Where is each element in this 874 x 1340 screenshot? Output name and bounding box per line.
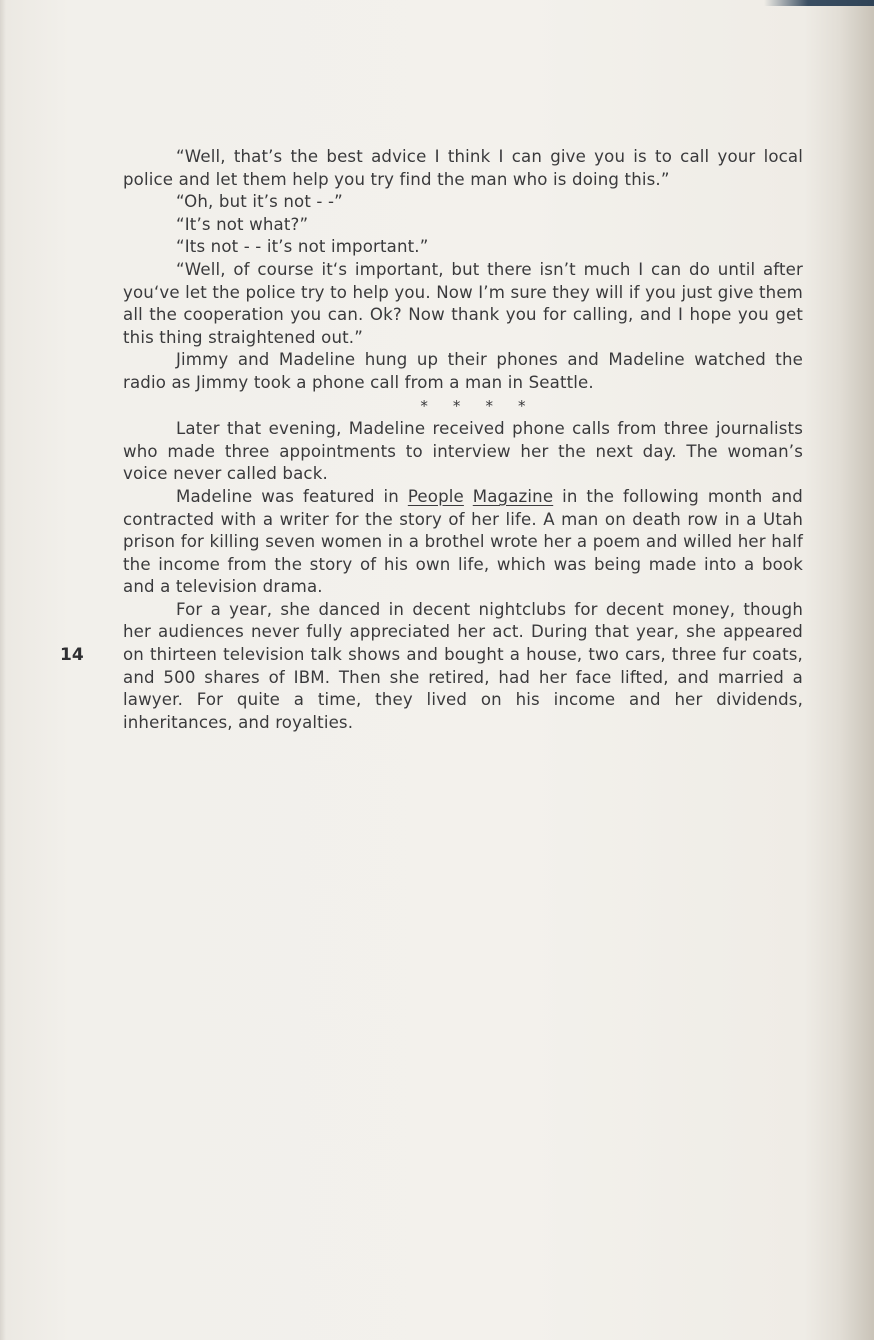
magazine-title-people: People (407, 486, 464, 506)
page-number: 14 (60, 645, 84, 665)
paragraph-not-what: “It’s not what?” (176, 214, 309, 234)
section-break: * * * * (420, 396, 526, 415)
featured-text-start: Madeline was featured in (176, 486, 408, 506)
page-binding-shadow (0, 0, 6, 1340)
paragraph-hung-up: Jimmy and Madeline hung up their phones and Madeline watched the radio as Jimmy took a phone call from a man in Seattle. (123, 350, 803, 392)
page-top-edge (764, 0, 874, 6)
paragraph-oh-but: “Oh, but it’s not - -” (176, 192, 343, 212)
paragraph-advice: “Well, that’s the best advice I think I can give you is to call your local police and let them help you try find the man who is doing this.” (123, 147, 803, 189)
body-text (123, 146, 803, 734)
paragraph-not-important: “Its not - - it’s not important.” (176, 237, 429, 257)
magazine-title-magazine: Magazine (472, 486, 554, 506)
featured-text-end: in the following month and contracted with a writer for the story of her life. A man on death row in a Utah prison for killing seven women in a brothel wrote her a poem and willed her half the income from the story of his own life, which was being made into a book and a television drama. (123, 486, 803, 597)
paragraph-of-course: “Well, of course it‘s important, but there isn’t much I can do until after you‘ve let the police try to help you. Now I’m sure they will if you just give them all the cooperation you can. Ok? Now thank you for calling, and I hope you get this thing straightened out.” (123, 259, 803, 347)
paragraph-featured (123, 486, 803, 599)
paragraph-for-a-year: For a year, she danced in decent nightclubs for decent money, though her audiences never fully appreciated her act. During that year, she appeared on thirteen television talk shows and bought a house, two cars, three fur coats, and 500 shares of IBM. Then she retired, had her face lifted, and married a lawyer. For quite a time, they lived on his income and her dividends, inheritances, and royalties. (123, 599, 803, 732)
paragraph-later-that-evening: Later that evening, Madeline received phone calls from three journalists who made three appointments to interview her the next day. The woman’s voice never called back. (123, 419, 803, 484)
